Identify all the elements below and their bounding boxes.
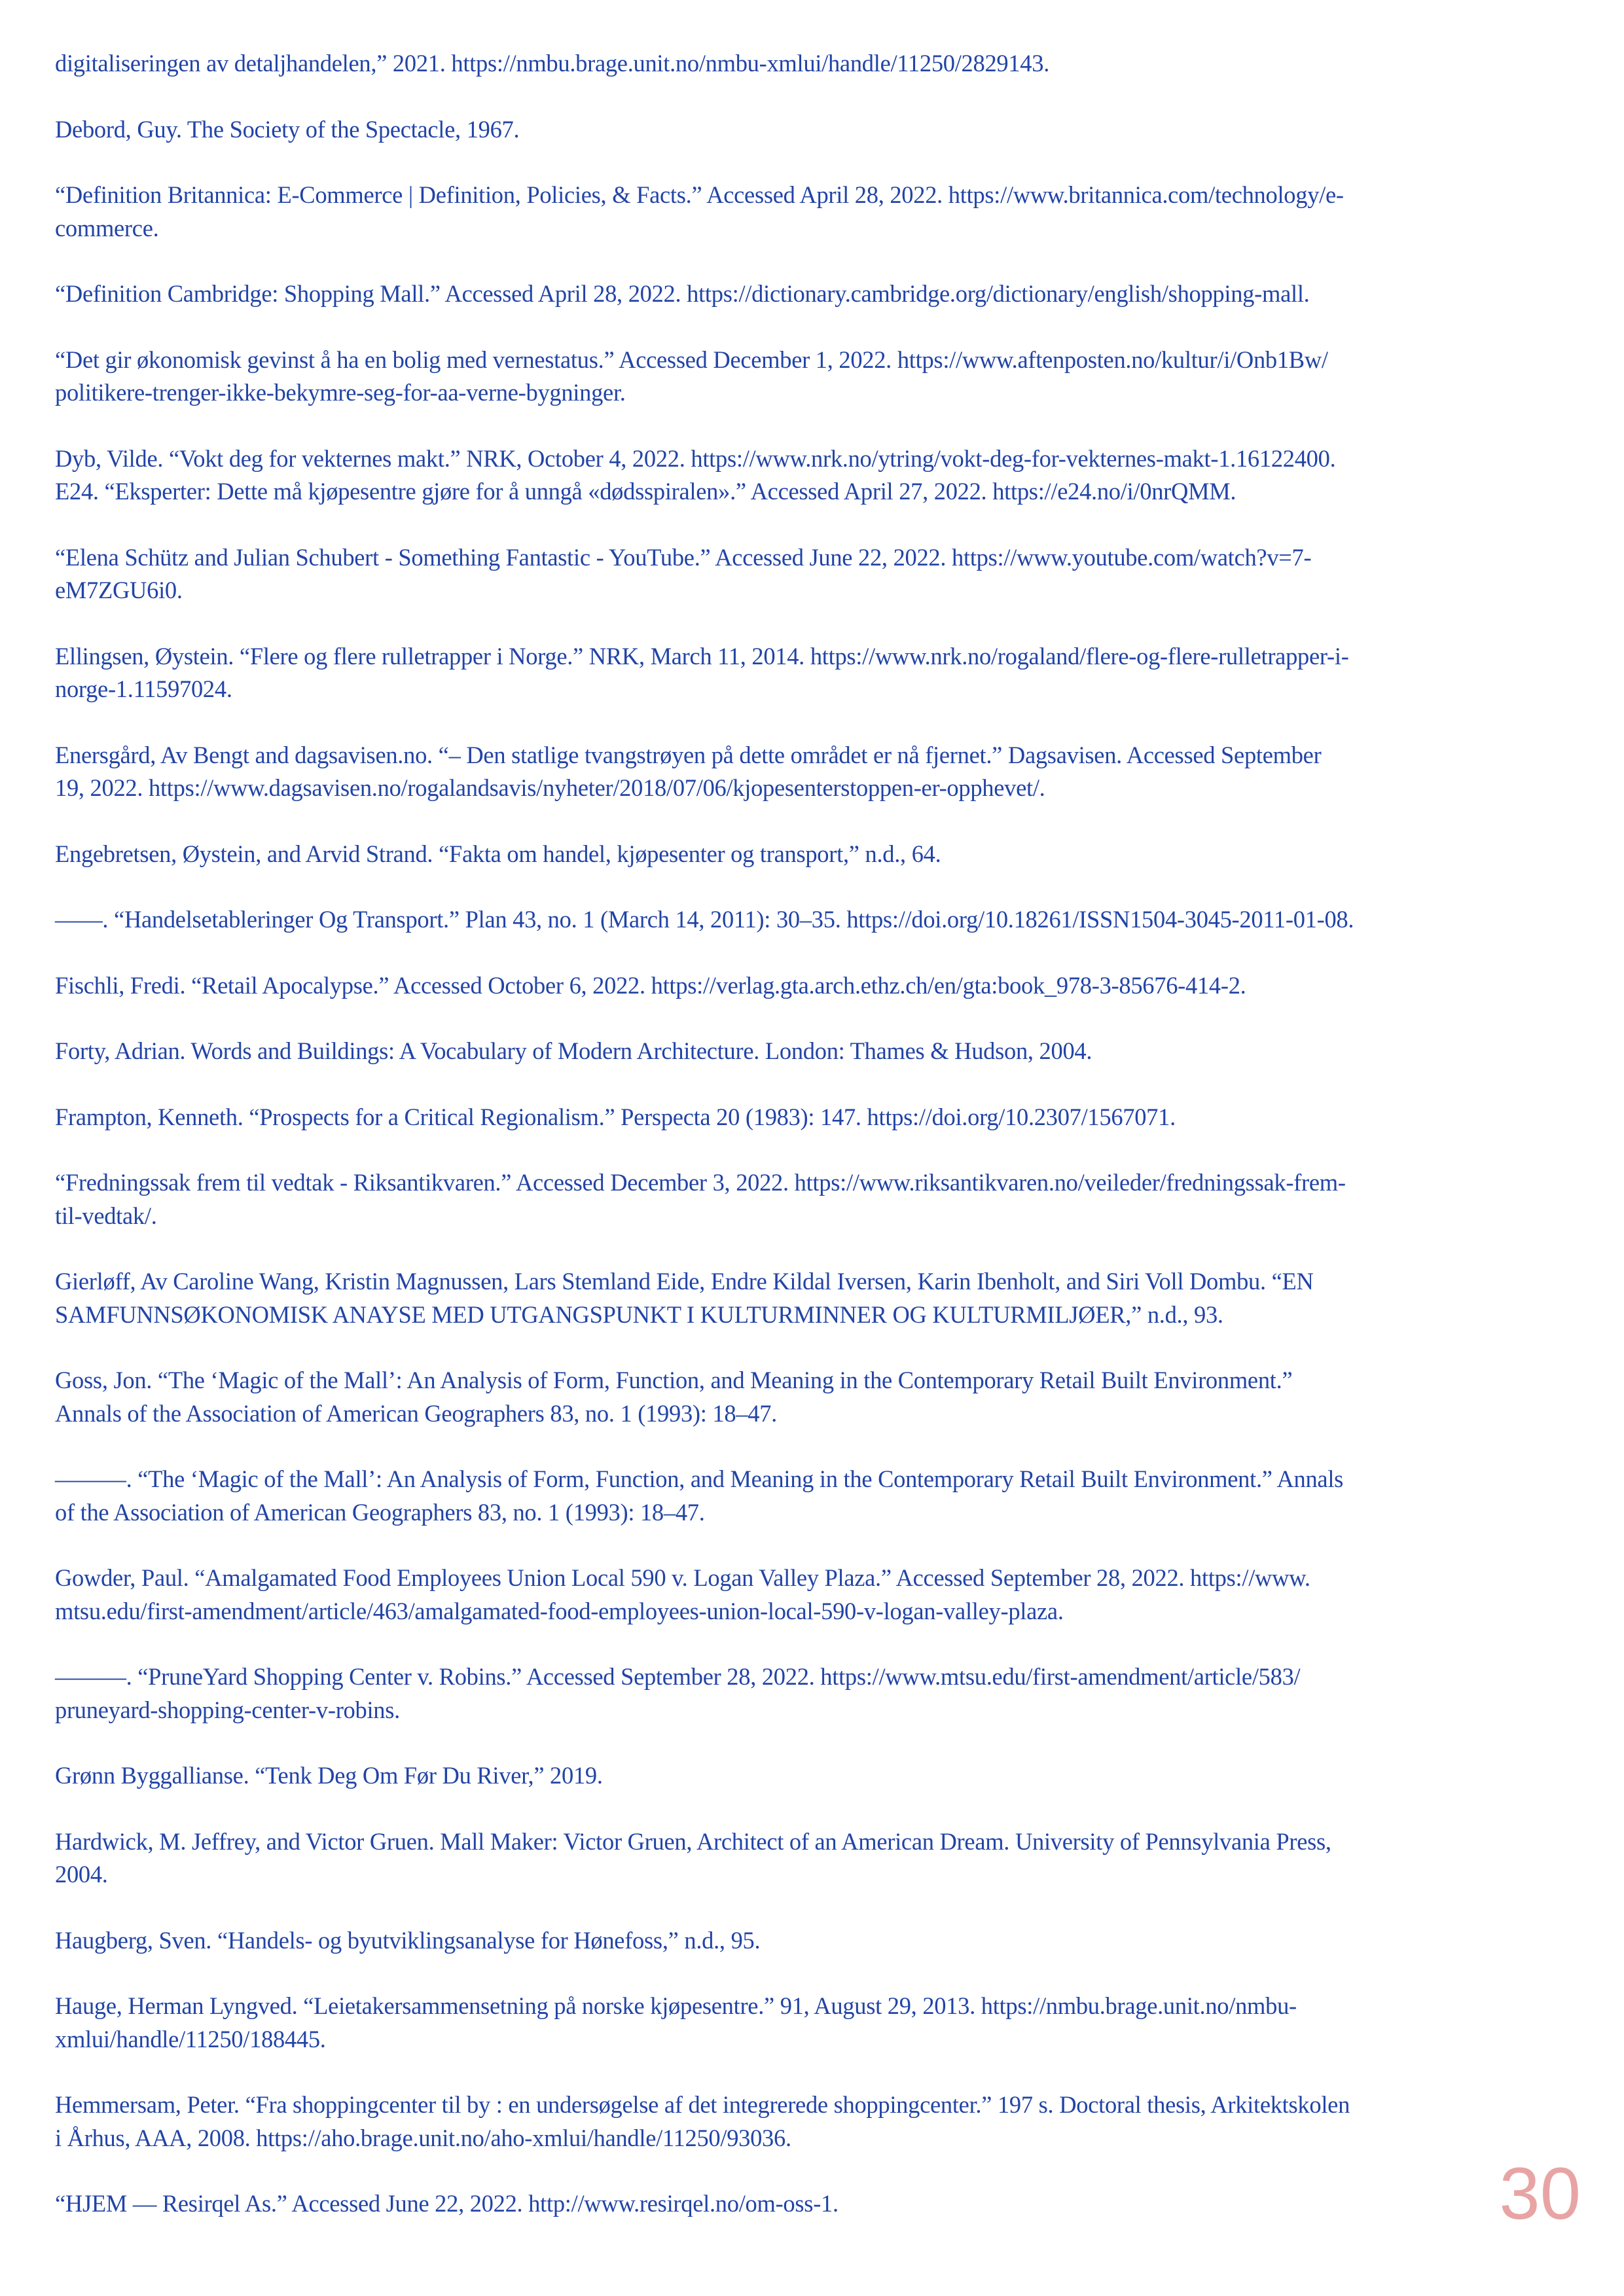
bibliography-list: [55, 47, 1580, 2253]
reference-entry: [55, 541, 1580, 607]
reference-line: “Definition Britannica: E-Commerce | Definition, Policies, & Facts.” Accessed April 28, 2022. https://www.britannica.com/technology/e-: [55, 181, 1344, 208]
reference-entry: [55, 640, 1580, 706]
reference-line: Gowder, Paul. “Amalgamated Food Employees Union Local 590 v. Logan Valley Plaza.” Accessed September 28, 2022. https://www.: [55, 1564, 1310, 1591]
reference-line: 2004.: [55, 1861, 108, 1888]
reference-line: norge-1.11597024.: [55, 675, 232, 702]
reference-entry: [55, 113, 1580, 147]
reference-entry: [55, 475, 1580, 509]
reference-line: Enersgård, Av Bengt and dagsavisen.no. “– Den statlige tvangstrøyen på dette området er nå fjernet.” Dagsavisen. Accessed September: [55, 741, 1322, 768]
reference-line: Dyb, Vilde. “Vokt deg for vekternes makt.” NRK, October 4, 2022. https://www.nrk.no/ytring/vokt-deg-for-vekternes-makt-1.16122400.: [55, 444, 1336, 472]
reference-entry: [55, 47, 1580, 81]
reference-line: digitaliseringen av detaljhandelen,” 2021. https://nmbu.brage.unit.no/nmbu-xmlui/handle/11250/2829143.: [55, 50, 1050, 77]
reference-entry: [55, 969, 1580, 1003]
page-number: 30: [1499, 2153, 1581, 2234]
reference-line: commerce.: [55, 214, 159, 242]
reference-line: SAMFUNNSØKONOMISK ANAYSE MED UTGANGSPUNKT I KULTURMINNER OG KULTURMILJØER,” n.d., 93.: [55, 1300, 1223, 1328]
reference-line: eM7ZGU6i0.: [55, 577, 183, 603]
reference-line: Fischli, Fredi. “Retail Apocalypse.” Accessed October 6, 2022. https://verlag.gta.arch.ethz.ch/en/gta:book_978-3-85676-414-2.: [55, 971, 1246, 999]
reference-entry: [55, 1101, 1580, 1134]
reference-line: Goss, Jon. “The ‘Magic of the Mall’: An Analysis of Form, Function, and Meaning in the Contemporary Retail Built Environment.”: [55, 1367, 1293, 1393]
reference-line: Debord, Guy. The Society of the Spectacle, 1967.: [55, 115, 520, 143]
reference-line: i Århus, AAA, 2008. https://aho.brage.unit.no/aho-xmlui/handle/11250/93036.: [55, 2124, 791, 2151]
reference-entry: [55, 1562, 1580, 1628]
reference-entry: [55, 1166, 1580, 1232]
reference-line: mtsu.edu/first-amendment/article/463/amalgamated-food-employees-union-local-590-v-logan-valley-plaza.: [55, 1597, 1064, 1624]
reference-line: Engebretsen, Øystein, and Arvid Strand. “Fakta om handel, kjøpesenter og transport,” n.d., 64.: [55, 840, 941, 867]
reference-line: Gierløff, Av Caroline Wang, Kristin Magnussen, Lars Stemland Eide, Endre Kildal Iversen, Karin Ibenholt, and Siri Voll Dombu. “EN: [55, 1268, 1314, 1295]
reference-line: “Fredningssak frem til vedtak - Riksantikvaren.” Accessed December 3, 2022. https://www.riksantikvaren.no/veileder/fredningssak-frem-: [55, 1169, 1346, 1196]
reference-entry: [55, 1825, 1580, 1892]
reference-entry: [55, 344, 1580, 410]
reference-entry: [55, 1364, 1580, 1430]
reference-entry: [55, 903, 1580, 937]
reference-line: of the Association of American Geographers 83, no. 1 (1993): 18–47.: [55, 1498, 705, 1526]
reference-line: Annals of the Association of American Geographers 83, no. 1 (1993): 18–47.: [55, 1399, 777, 1427]
reference-line: ——. “Handelsetableringer Og Transport.” Plan 43, no. 1 (March 14, 2011): 30–35. https://doi.org/10.18261/ISSN1504-3045-2011-01-08.: [55, 906, 1354, 933]
reference-line: Ellingsen, Øystein. “Flere og flere rulletrapper i Norge.” NRK, March 11, 2014. https://www.nrk.no/rogaland/flere-og-flere-rulletrapper-i-: [55, 642, 1349, 670]
reference-line: Grønn Byggallianse. “Tenk Deg Om Før Du River,” 2019.: [55, 1762, 603, 1789]
reference-entry: [55, 1463, 1580, 1529]
reference-entry: [55, 2089, 1580, 2155]
reference-entry: [55, 1035, 1580, 1068]
reference-entry: [55, 739, 1580, 805]
reference-line: Forty, Adrian. Words and Buildings: A Vocabulary of Modern Architecture. London: Thames & Hudson, 2004.: [55, 1037, 1092, 1064]
reference-entry: [55, 1924, 1580, 1958]
reference-line: xmlui/handle/11250/188445.: [55, 2025, 326, 2053]
reference-entry: [55, 442, 1580, 476]
reference-line: Frampton, Kenneth. “Prospects for a Critical Regionalism.” Perspecta 20 (1983): 147. https://doi.org/10.2307/1567071.: [55, 1103, 1176, 1130]
reference-line: E24. “Eksperter: Dette må kjøpesentre gjøre for å unngå «dødsspiralen».” Accessed April 27, 2022. https://e24.no/i/0nrQMM.: [55, 478, 1236, 505]
reference-line: Hemmersam, Peter. “Fra shoppingcenter til by : en undersøgelse af det integrerede shoppingcenter.” 197 s. Doctoral thesis, Arkitektskolen: [55, 2091, 1350, 2118]
reference-line: pruneyard-shopping-center-v-robins.: [55, 1696, 400, 1723]
reference-line: “HJEM — Resirqel As.” Accessed June 22, 2022. http://www.resirqel.no/om-oss-1.: [55, 2190, 839, 2217]
reference-line: 19, 2022. https://www.dagsavisen.no/rogalandsavis/nyheter/2018/07/06/kjopesenterstoppen-er-opphevet/.: [55, 774, 1045, 801]
reference-entry: [55, 838, 1580, 871]
reference-entry: [55, 1990, 1580, 2056]
reference-line: politikere-trenger-ikke-bekymre-seg-for-aa-verne-bygninger.: [55, 379, 626, 406]
reference-line: Hauge, Herman Lyngved. “Leietakersammensetning på norske kjøpesentre.” 91, August 29, 2013. https://nmbu.brage.unit.no/nmbu-: [55, 1992, 1297, 2019]
reference-line: “Definition Cambridge: Shopping Mall.” Accessed April 28, 2022. https://dictionary.cambridge.org/dictionary/english/shopping-mall.: [55, 280, 1310, 307]
reference-line: ———. “The ‘Magic of the Mall’: An Analysis of Form, Function, and Meaning in the Contemporary Retail Built Environment.” Annals: [55, 1465, 1344, 1492]
reference-entry: [55, 278, 1580, 311]
reference-line: “Elena Schütz and Julian Schubert - Something Fantastic - YouTube.” Accessed June 22, 2022. https://www.youtube.com/watch?v=7-: [55, 543, 1312, 571]
reference-line: “Det gir økonomisk gevinst å ha en bolig med vernestatus.” Accessed December 1, 2022. https://www.aftenposten.no/kultur/i/Onb1Bw/: [55, 346, 1328, 373]
reference-entry: [55, 1759, 1580, 1793]
reference-entry: [55, 179, 1580, 245]
reference-entry: [55, 2187, 1580, 2221]
reference-line: ———. “PruneYard Shopping Center v. Robins.” Accessed September 28, 2022. https://www.mtsu.edu/first-amendment/article/583/: [55, 1663, 1301, 1690]
reference-line: Hardwick, M. Jeffrey, and Victor Gruen. Mall Maker: Victor Gruen, Architect of an American Dream. University of Pennsylvania Press,: [55, 1827, 1331, 1855]
reference-line: Haugberg, Sven. “Handels- og byutviklingsanalyse for Hønefoss,” n.d., 95.: [55, 1926, 761, 1954]
reference-entry: [55, 1265, 1580, 1331]
reference-entry: [55, 1660, 1580, 1727]
reference-line: til-vedtak/.: [55, 1202, 157, 1229]
